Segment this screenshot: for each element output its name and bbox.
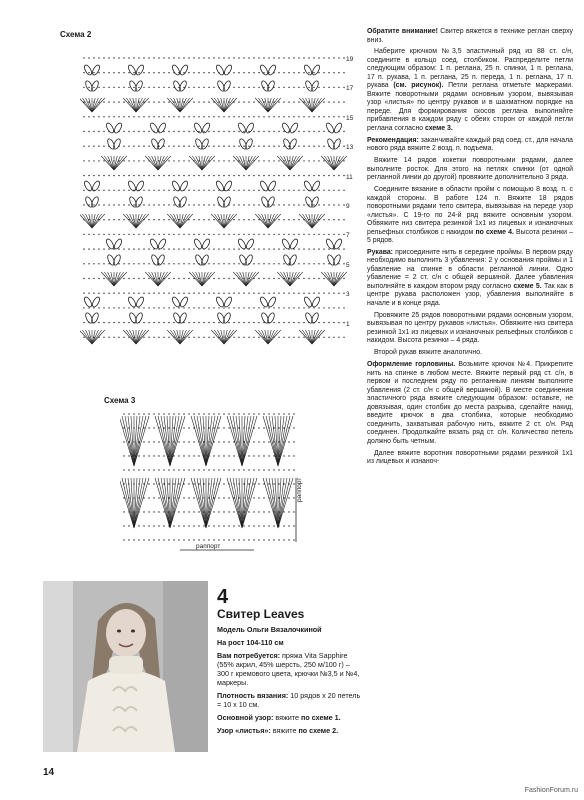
paragraph-recommendation [367, 137, 573, 154]
model-materials [217, 651, 361, 687]
rapport-vertical-text: раппорт [296, 477, 303, 502]
page-number: 14 [43, 767, 55, 778]
cast-on-bold: (см. рисунок). [393, 82, 444, 90]
row-number: 5 [346, 261, 350, 269]
sleeves-2-text: Провяжите 25 рядов поворотными рядами основным узором, вывязывая по центру рукавов «листья». Обвяжите низ свитера резинкой 1х1 из лицевых и изнаночных рельефных столбиков с накидом. Высота резинки – 4 ряда. [367, 311, 573, 345]
sleeves-label: Рукава: [367, 248, 393, 256]
sleeves-bold: схеме 5. [513, 282, 542, 290]
note-text: Свитер вяжется в технике реглан сверху вниз. [367, 28, 573, 44]
paragraph-body [367, 186, 573, 246]
cast-on-text: Наберите крючком №3,5 эластичный ряд из 88 ст. с/н, соедините в кольцо соед. столбиком. Распределите петли следующим образом: 1 п. реглана, 25 п. спинки, 1 п. реглана, 17 п. рукава, 1 п. реглана, 25 п. переда, 1 п. реглана, 17 п. рукава [367, 48, 573, 90]
collar-text: Далее вяжите воротник поворотными рядами резинкой 1х1 из лицевых и изнаноч- [367, 449, 573, 466]
size-text: На рост 104-110 см [217, 638, 284, 647]
density-text: 10 рядов х 20 петель = 10 х 10 см. [217, 691, 361, 709]
sleeves-text: присоедините нить в середине проймы. В первом ряду необходимо выполнить 3 убавления: 2 у основания проймы и 1 убавление на спинке в области регланной линии. Одно убавление = 2 ст. с/н с общей вершиной. Далее убавления выполняйте в каждом втором ряду согласно [367, 248, 573, 290]
child-sweater-photo [43, 581, 208, 752]
schema-2-title: Схема 2 [60, 30, 92, 39]
row-number: 9 [346, 203, 350, 210]
instructions-column [367, 28, 573, 470]
pattern-main-bold: по схеме 1. [301, 713, 341, 722]
row-number: 13 [346, 144, 354, 152]
row-number: 15 [346, 114, 354, 122]
schema-3-chart [120, 408, 300, 558]
paragraph-neckline [367, 361, 573, 446]
body-text: Соедините вязание в области пройм с помощью 8 возд. п. с каждой стороны. В работе 124 п. Вяжите 18 рядов поворотными рядами тело свитера, вывязывая на переде узор «листья». С 19-го по 24-й ряд вяжите основным узором. Обвяжите низ свитера резинкой 1х1 из лицевых и изнаночных рельефных столбиков с накидом [367, 186, 573, 236]
model-number: 4 [217, 586, 229, 608]
watermark: FashionForum.ru [524, 787, 578, 794]
recommendation-label: Рекомендация: [367, 136, 419, 144]
neckline-text: Возьмите крючок №4. Прикрепите нить на спинке в любом месте. Вяжите первый ряд ст. с/н, в первом и последнем ряду по регланным линиям выполните убавления (2 ст. с/н с общей вершиной). В месте соединения эластичного ряда вяжите следующим образом: оставьте, не довязывая, один столбик до места разрыва, сделайте накид, введите крючок в два столбика, которые необходимо соединить, захватывая рабочую нить, вяжите 2 ст. с/н. Ряд соединен. Продолжайте вязать ряд ст. с/н. Количество петель должно быть четным. [367, 361, 573, 445]
pattern-leaves-label: Узор «листья»: [217, 726, 271, 735]
model-pattern-main [217, 713, 361, 722]
density-label: Плотность вязания: [217, 691, 289, 700]
model-pattern-leaves [217, 726, 361, 735]
pattern-main-text: вяжите [273, 713, 302, 722]
row-number: 19 [346, 56, 354, 63]
row-number: 1 [346, 320, 350, 328]
schema-2-diagram [80, 50, 350, 350]
neckline-label: Оформление горловины. [367, 361, 456, 369]
row-number: 7 [346, 232, 350, 240]
cast-on-rest: Петли реглана отметьте маркерами. Вяжите поворотными рядами основным узором, вывязывая узор «листья» по центру рукавов и в шахматном порядке на переде. Для формирования скосов реглана выполняйте прибавления в каждом ряду с обеих сторон от каждой петли реглана согласно [367, 82, 574, 132]
schema-2-chart [80, 50, 350, 350]
rapport-horizontal-text: раппорт [196, 543, 221, 550]
materials-text: пряжа Vita Sapphire (55% акрил, 45% шерсть, 250 м/100 г) – 300 г кремового цвета, крючки №3,5 и №4, маркеры. [217, 651, 360, 687]
body-rest: Высота резинки – 5 рядов. [367, 228, 573, 245]
cast-on-bold2: схеме 3. [425, 124, 453, 132]
row-number: 17 [346, 85, 354, 93]
model-info [217, 587, 361, 739]
second-sleeve-text: Второй рукав вяжите аналогично. [374, 349, 482, 357]
paragraph-sleeves-2 [367, 312, 573, 346]
paragraph-cast-on [367, 48, 573, 133]
author-text: Модель Ольги Вязалочкиной [217, 625, 322, 634]
paragraph-sleeves [367, 249, 573, 309]
row-number: 3 [346, 291, 350, 299]
model-photo [43, 581, 208, 752]
paragraph-second-sleeve [367, 349, 573, 358]
note-label: Обратите внимание! [367, 28, 438, 35]
model-size [217, 638, 361, 647]
sleeves-rest: Так как в центре рукава расположен узор, убавления выполняйте в начале и в конце ряда. [367, 282, 573, 307]
recommendation-text: заканчивайте каждый ряд соед. ст., для начала нового ряда вяжите 2 возд. п. подъема. [367, 136, 573, 153]
paragraph-yoke [367, 157, 573, 183]
rapport-horizontal-label [196, 543, 220, 550]
pattern-leaves-bold: по схеме 2. [298, 726, 339, 735]
materials-label: Вам потребуется: [217, 651, 281, 660]
model-title: Свитер Leaves [217, 607, 305, 621]
pattern-leaves-text: вяжите [270, 726, 299, 735]
model-author [217, 625, 361, 634]
paragraph-collar [367, 450, 573, 467]
schema-3-diagram [120, 408, 300, 558]
yoke-text: Вяжите 14 рядов кокетки поворотными рядами, далее выполните росток. Для этого на петлях спинки (от одной регланной линии до другой) провяжите дополнительно 3 ряда. [367, 157, 573, 182]
body-bold: по схеме 4. [475, 228, 514, 236]
model-density [217, 691, 361, 709]
pattern-main-label: Основной узор: [217, 713, 274, 722]
schema-3-title: Схема 3 [104, 396, 136, 405]
paragraph-note [367, 28, 573, 45]
row-number: 11 [346, 173, 353, 181]
rapport-vertical-label [296, 478, 303, 502]
